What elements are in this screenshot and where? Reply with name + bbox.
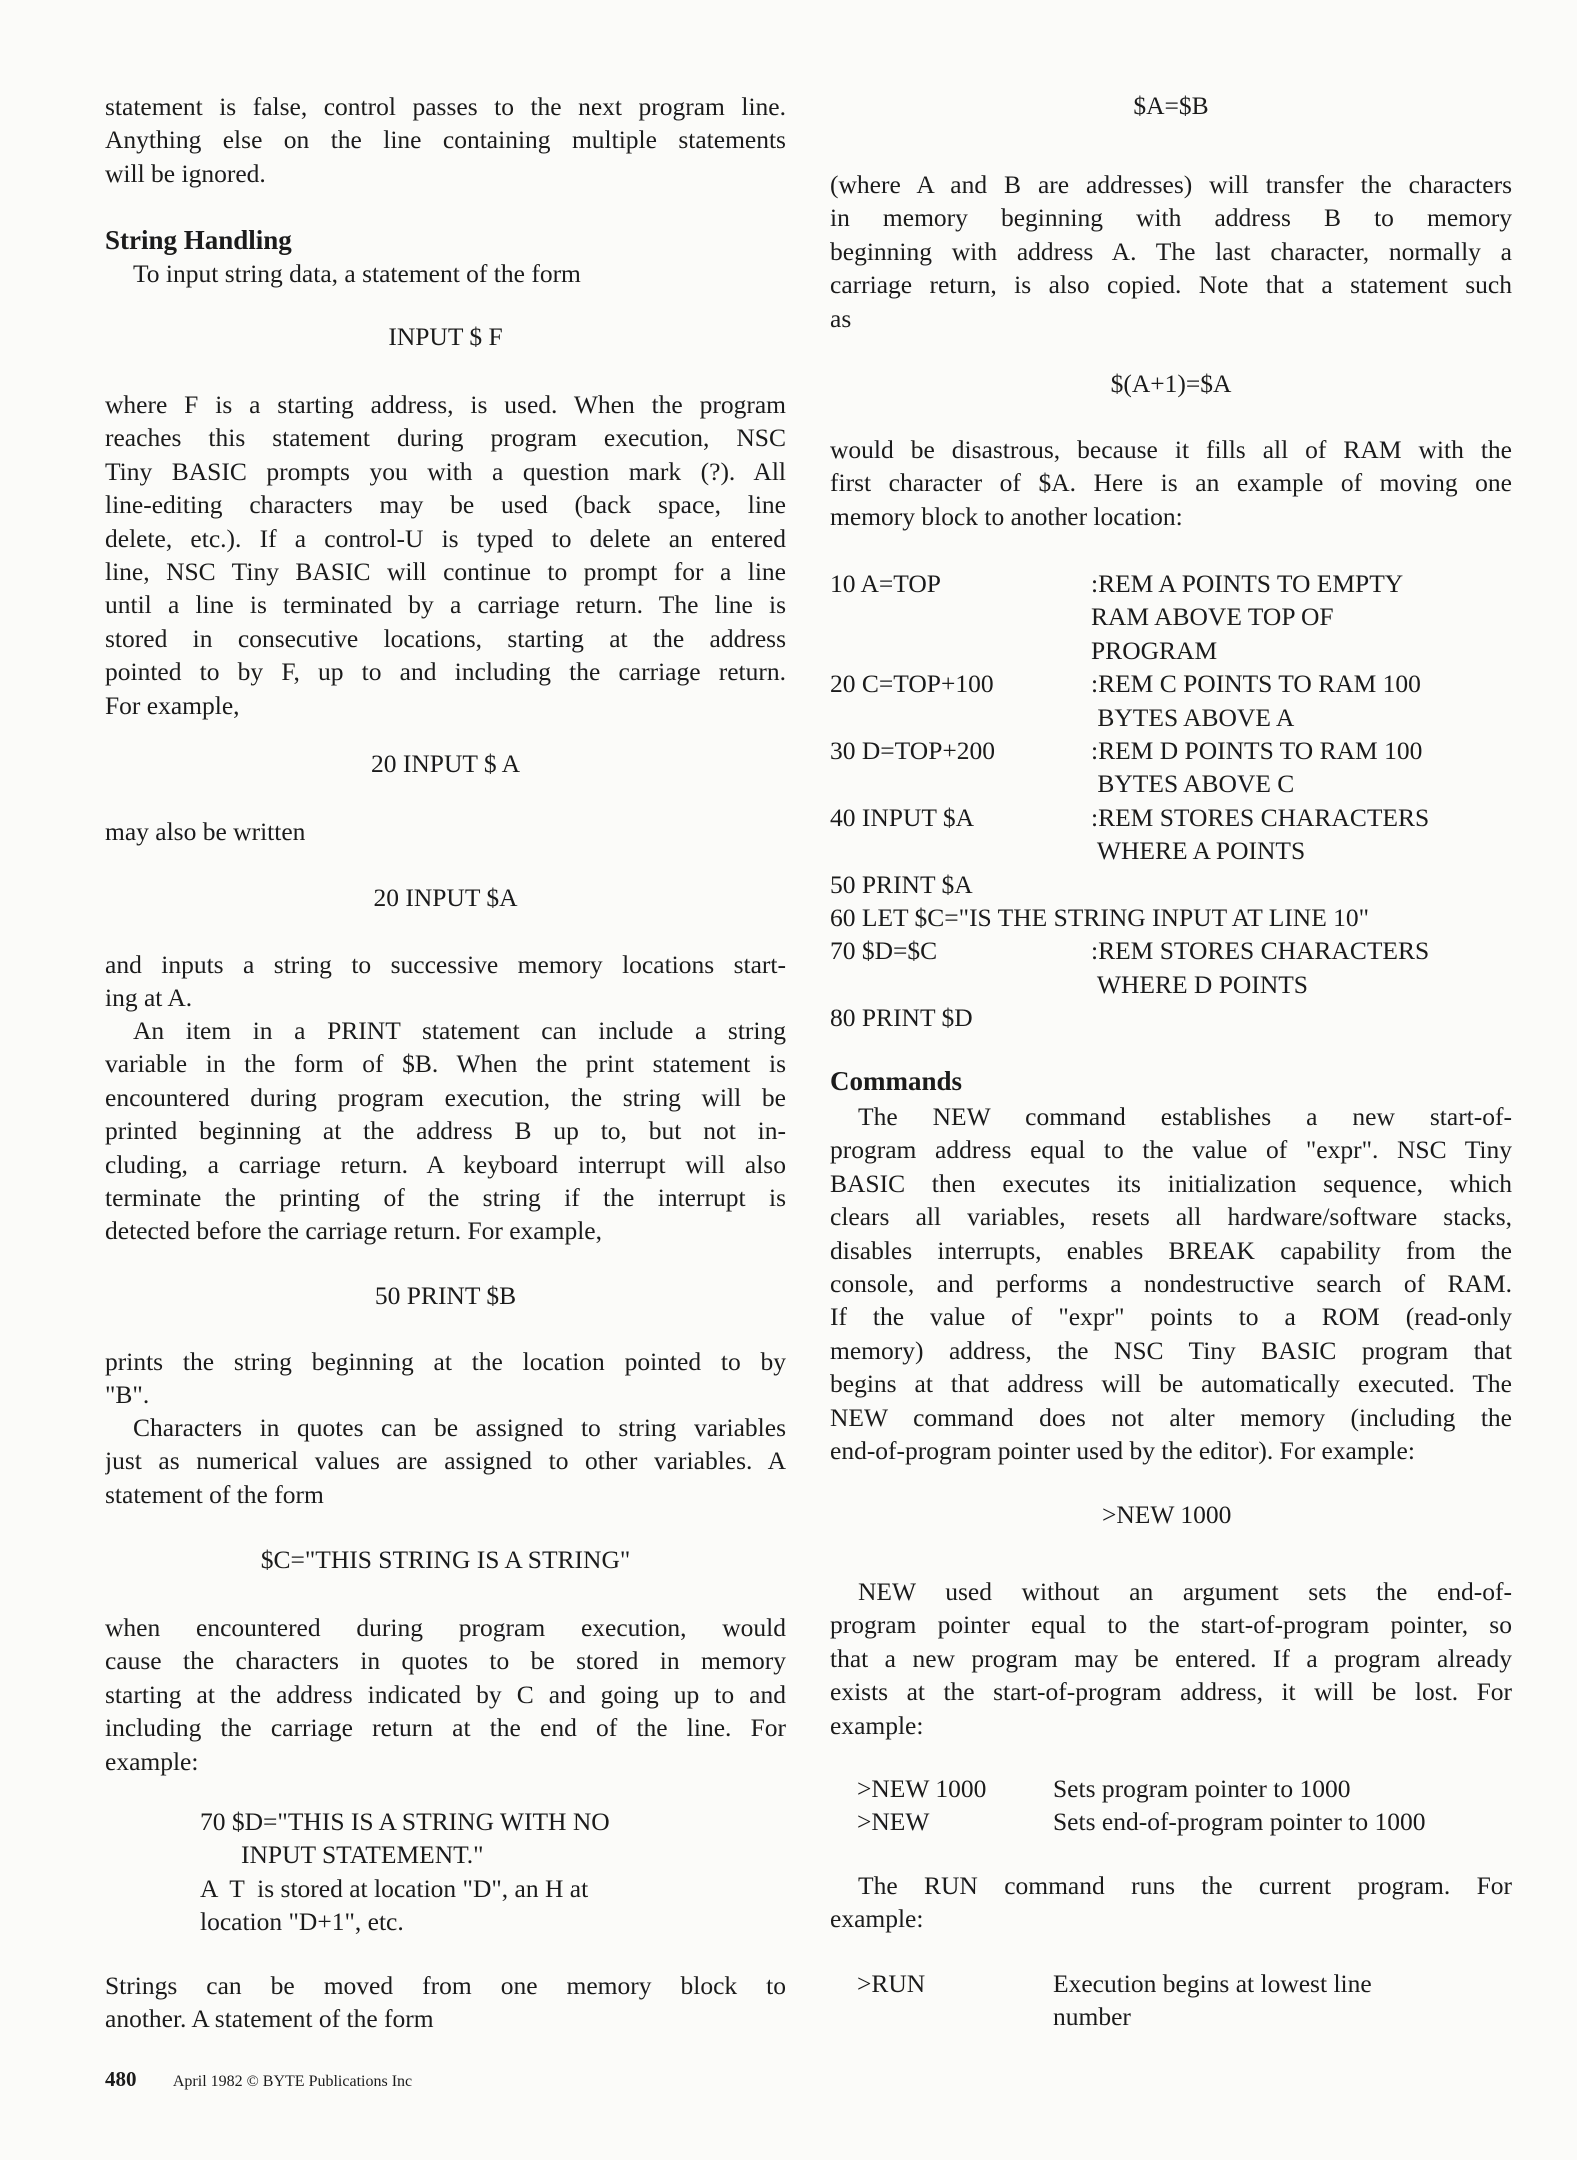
publication-credit: April 1982 © BYTE Publications Inc — [172, 2073, 413, 2090]
heading-string-handling: String Handling — [105, 225, 292, 255]
text-line: To input string data, a statement of the form — [133, 259, 581, 288]
remark-line: BYTES ABOVE A — [1091, 702, 1295, 732]
listing-code: >RUN — [857, 1969, 926, 1998]
heading-commands: Commands — [830, 1066, 963, 1096]
example-70-note-line2: location "D+1", etc. — [200, 1907, 404, 1937]
text-line: ing at A. — [105, 983, 193, 1013]
remark-line: :REM D POINTS TO RAM 100 — [1091, 735, 1423, 765]
page-number: 480 — [105, 2067, 137, 2091]
text-line: example: — [105, 1746, 199, 1776]
text-line: would be disastrous, because it fills all of RAM with the — [830, 435, 1512, 464]
text-line: "B". — [105, 1380, 150, 1410]
paragraph-prints — [105, 1345, 786, 1412]
program-listing — [830, 567, 1512, 1034]
text-line: detected before the carriage return. For example, — [105, 1216, 602, 1246]
run-examples-table — [830, 1967, 1512, 2034]
example-a-plus-1: $(A+1)=$A — [1110, 369, 1232, 398]
remark-line: PROGRAM — [1091, 635, 1218, 665]
page-footer — [105, 2063, 412, 2093]
listing-code: 60 LET $C="IS THE STRING INPUT AT LINE 10" — [830, 902, 1370, 932]
listing-remark — [1053, 1772, 1512, 1805]
listing-row — [830, 567, 1512, 667]
paragraph-where-f — [105, 388, 786, 722]
listing-code: 70 $D=$C — [830, 936, 938, 966]
paragraph-new-used — [830, 1575, 1512, 1742]
listing-row — [830, 868, 1512, 901]
text-line: memory block to another location: — [830, 501, 1183, 531]
example-20-input-a: 20 INPUT $ A — [370, 749, 520, 778]
listing-row — [830, 734, 1512, 801]
listing-code: >NEW 1000 — [857, 1774, 987, 1803]
example-70-code-line2: INPUT STATEMENT." — [241, 1840, 484, 1870]
remark-line: RAM ABOVE TOP OF — [1091, 602, 1334, 632]
text-line: another. A statement of the form — [105, 2004, 434, 2034]
example-70-note-line1: A T is stored at location "D", an H at — [200, 1873, 589, 1903]
text-line: example: — [830, 1710, 924, 1740]
listing-remark — [1091, 667, 1512, 734]
text-line: encountered during program execution, the string will be — [105, 1082, 786, 1112]
remark-line: number — [1053, 2002, 1131, 2032]
text-line: just as numerical values are assigned to other variables. A — [105, 1446, 786, 1476]
example-70-block — [200, 1805, 760, 1939]
paragraph-and-inputs — [105, 948, 786, 1015]
remark-line: WHERE D POINTS — [1091, 969, 1308, 999]
remark-line: Sets end-of-program pointer to 1000 — [1053, 1807, 1426, 1837]
text-line: clears all variables, resets all hardware/software stacks, — [830, 1202, 1512, 1232]
text-line: may also be written — [105, 817, 306, 846]
text-line: Strings can be moved from one memory block to — [105, 1971, 786, 2000]
listing-row — [830, 901, 1512, 934]
example-50-print: 50 PRINT $B — [374, 1281, 517, 1310]
text-line: delete, etc.). If a control-U is typed to delete an entered — [105, 523, 786, 553]
text-line: An item in a PRINT statement can include a string — [133, 1016, 786, 1045]
text-line: line, NSC Tiny BASIC will continue to prompt for a line — [105, 556, 786, 586]
listing-row — [830, 1772, 1512, 1805]
text-line: statement of the form — [105, 1479, 324, 1509]
paragraph-when-encountered — [105, 1611, 786, 1778]
text-line: statement is false, control passes to the next program line. — [105, 92, 786, 121]
listing-code: 10 A=TOP — [830, 569, 941, 598]
text-line: program address equal to the value of "expr". NSC Tiny — [830, 1135, 1512, 1165]
remark-line: :REM STORES CHARACTERS — [1091, 936, 1430, 966]
text-line: when encountered during program execution, would — [105, 1613, 786, 1642]
text-line: in memory beginning with address B to memory — [830, 203, 1512, 233]
text-line: The RUN command runs the current program. For — [858, 1871, 1512, 1900]
remark-line: Sets program pointer to 1000 — [1053, 1774, 1351, 1803]
paragraph-run-command — [830, 1869, 1512, 1936]
text-line: starting at the address indicated by C and going up to and — [105, 1679, 786, 1709]
listing-remark — [1091, 868, 1512, 901]
text-line: The NEW command establishes a new start-of- — [858, 1102, 1512, 1131]
text-line: will be ignored. — [105, 158, 266, 188]
paragraph-where-ab — [830, 168, 1512, 335]
listing-remark — [1091, 734, 1512, 801]
text-line: For example, — [105, 690, 240, 720]
text-line: that a new program may be entered. If a program already — [830, 1643, 1512, 1673]
listing-row — [830, 1001, 1512, 1034]
text-line: beginning with address A. The last character, normally a — [830, 236, 1512, 266]
text-line: If the value of "expr" points to a ROM (read-only — [830, 1302, 1512, 1332]
listing-row — [830, 934, 1512, 1001]
text-line: reaches this statement during program execution, NSC — [105, 423, 786, 453]
listing-remark — [1091, 567, 1512, 667]
text-line: disables interrupts, enables BREAK capability from the — [830, 1235, 1512, 1265]
remark-line: :REM STORES CHARACTERS — [1091, 802, 1430, 832]
text-line: exists at the start-of-program address, it will be lost. For — [830, 1677, 1512, 1707]
text-line: (where A and B are addresses) will transfer the characters — [830, 170, 1512, 199]
example-70-code-line1: 70 $D="THIS IS A STRING WITH NO — [200, 1807, 610, 1836]
text-line: BASIC then executes its initialization sequence, which — [830, 1168, 1512, 1198]
listing-code: 20 C=TOP+100 — [830, 669, 994, 699]
text-line: example: — [830, 1904, 924, 1934]
paragraph-print-item — [105, 1014, 786, 1248]
text-line: and inputs a string to successive memory locations start- — [105, 950, 786, 979]
text-line: where F is a starting address, is used. When the program — [105, 390, 786, 419]
text-line: as — [830, 303, 852, 333]
remark-line — [1091, 868, 1512, 901]
listing-code: 40 INPUT $A — [830, 802, 975, 832]
listing-remark — [1053, 1805, 1512, 1838]
text-line: cluding, a carriage return. A keyboard interrupt will also — [105, 1149, 786, 1179]
text-line: terminate the printing of the string if the interrupt is — [105, 1182, 786, 1212]
listing-remark — [1091, 934, 1512, 1001]
listing-remark — [1091, 1001, 1512, 1034]
listing-code: 30 D=TOP+200 — [830, 735, 996, 765]
paragraph-may-also — [105, 815, 786, 848]
example-a-equals-b: $A=$B — [1133, 91, 1209, 120]
text-line: Characters in quotes can be assigned to string variables — [133, 1413, 786, 1442]
text-line: pointed to by F, up to and including the carriage return. — [105, 657, 786, 687]
text-line: cause the characters in quotes to be stored in memory — [105, 1646, 786, 1676]
example-new-1000: >NEW 1000 — [1102, 1500, 1232, 1529]
listing-row — [830, 667, 1512, 734]
paragraph-characters — [105, 1411, 786, 1511]
text-line: memory) address, the NSC Tiny BASIC program that — [830, 1335, 1512, 1365]
text-line: NEW used without an argument sets the end-of- — [858, 1577, 1512, 1606]
listing-row — [830, 801, 1512, 868]
text-line: including the carriage return at the end of the line. For — [105, 1713, 786, 1743]
text-line: Anything else on the line containing multiple statements — [105, 125, 786, 155]
paragraph-strings-moved — [105, 1969, 786, 2036]
text-line: line-editing characters may be used (back space, line — [105, 490, 786, 520]
text-line: begins at that address will be automatically executed. The — [830, 1369, 1512, 1399]
text-line: carriage return, is also copied. Note that a statement such — [830, 270, 1512, 300]
remark-line: :REM A POINTS TO EMPTY — [1091, 569, 1404, 598]
text-line: NEW command does not alter memory (including the — [830, 1402, 1512, 1432]
text-line: first character of $A. Here is an example of moving one — [830, 468, 1512, 498]
remark-line: BYTES ABOVE C — [1091, 769, 1295, 799]
paragraph-intro — [105, 90, 786, 190]
listing-code: 80 PRINT $D — [830, 1003, 973, 1033]
text-line: end-of-program pointer used by the editor). For example: — [830, 1435, 1415, 1465]
listing-remark — [1091, 801, 1512, 868]
paragraph-input — [105, 257, 786, 290]
text-line: program pointer equal to the start-of-program pointer, so — [830, 1610, 1512, 1640]
listing-row — [830, 1805, 1512, 1838]
text-line: Tiny BASIC prompts you with a question mark (?). All — [105, 456, 786, 486]
remark-line: Execution begins at lowest line — [1053, 1969, 1372, 1998]
remark-line: :REM C POINTS TO RAM 100 — [1091, 669, 1421, 699]
listing-remark — [1053, 1967, 1512, 2034]
example-input-f: INPUT $ F — [388, 322, 503, 351]
text-line: stored in consecutive locations, starting at the address — [105, 623, 786, 653]
text-line: console, and performs a nondestructive search of RAM. — [830, 1268, 1512, 1298]
listing-code: >NEW — [857, 1807, 930, 1837]
listing-code: 50 PRINT $A — [830, 869, 973, 899]
paragraph-disastrous — [830, 433, 1512, 533]
listing-row — [830, 1967, 1512, 2034]
text-line: until a line is terminated by a carriage return. The line is — [105, 590, 786, 620]
new-examples-table — [830, 1772, 1512, 1839]
remark-line: WHERE A POINTS — [1091, 836, 1306, 866]
text-line: variable in the form of $B. When the print statement is — [105, 1049, 786, 1079]
text-line: printed beginning at the address B up to, but not in- — [105, 1116, 786, 1146]
text-line: prints the string beginning at the location pointed to by — [105, 1347, 786, 1376]
remark-line — [1091, 1001, 1512, 1034]
example-c-string: $C="THIS STRING IS A STRING" — [260, 1545, 631, 1574]
paragraph-new-command — [830, 1100, 1512, 1467]
example-20-input-a-compact: 20 INPUT $A — [373, 883, 518, 912]
